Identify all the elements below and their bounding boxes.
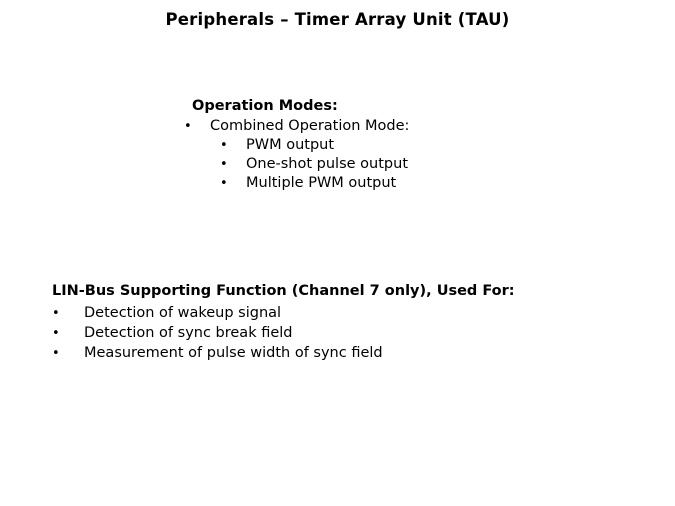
list-item [184, 118, 409, 134]
bullet-icon: • [220, 157, 228, 172]
list-item [52, 325, 515, 341]
operation-modes-heading: Operation Modes: [192, 98, 338, 114]
list-item [220, 156, 409, 172]
list-item [52, 305, 515, 321]
bullet-icon: • [52, 346, 60, 361]
lin-bus-heading: LIN-Bus Supporting Function (Channel 7 only), Used For: [52, 283, 515, 299]
list-item-label: Measurement of pulse width of sync field [84, 345, 383, 361]
list-item-label: One-shot pulse output [246, 156, 408, 172]
operation-modes-section [184, 98, 410, 191]
list-item-label: Combined Operation Mode: [210, 118, 410, 134]
bullet-icon: • [220, 138, 228, 153]
list-item [220, 137, 409, 153]
list-item [52, 345, 515, 361]
list-item-label: Multiple PWM output [246, 175, 397, 191]
bullet-icon: • [220, 176, 228, 191]
list-item-label: Detection of sync break field [84, 325, 293, 341]
list-item [220, 175, 409, 191]
list-item-label: PWM output [246, 137, 335, 153]
bullet-icon: • [184, 119, 192, 134]
bullet-icon: • [52, 326, 60, 341]
bullet-icon: • [52, 306, 60, 321]
lin-bus-section [52, 283, 515, 361]
page-title: Peripherals – Timer Array Unit (TAU) [165, 10, 510, 29]
list-item-label: Detection of wakeup signal [84, 305, 282, 321]
